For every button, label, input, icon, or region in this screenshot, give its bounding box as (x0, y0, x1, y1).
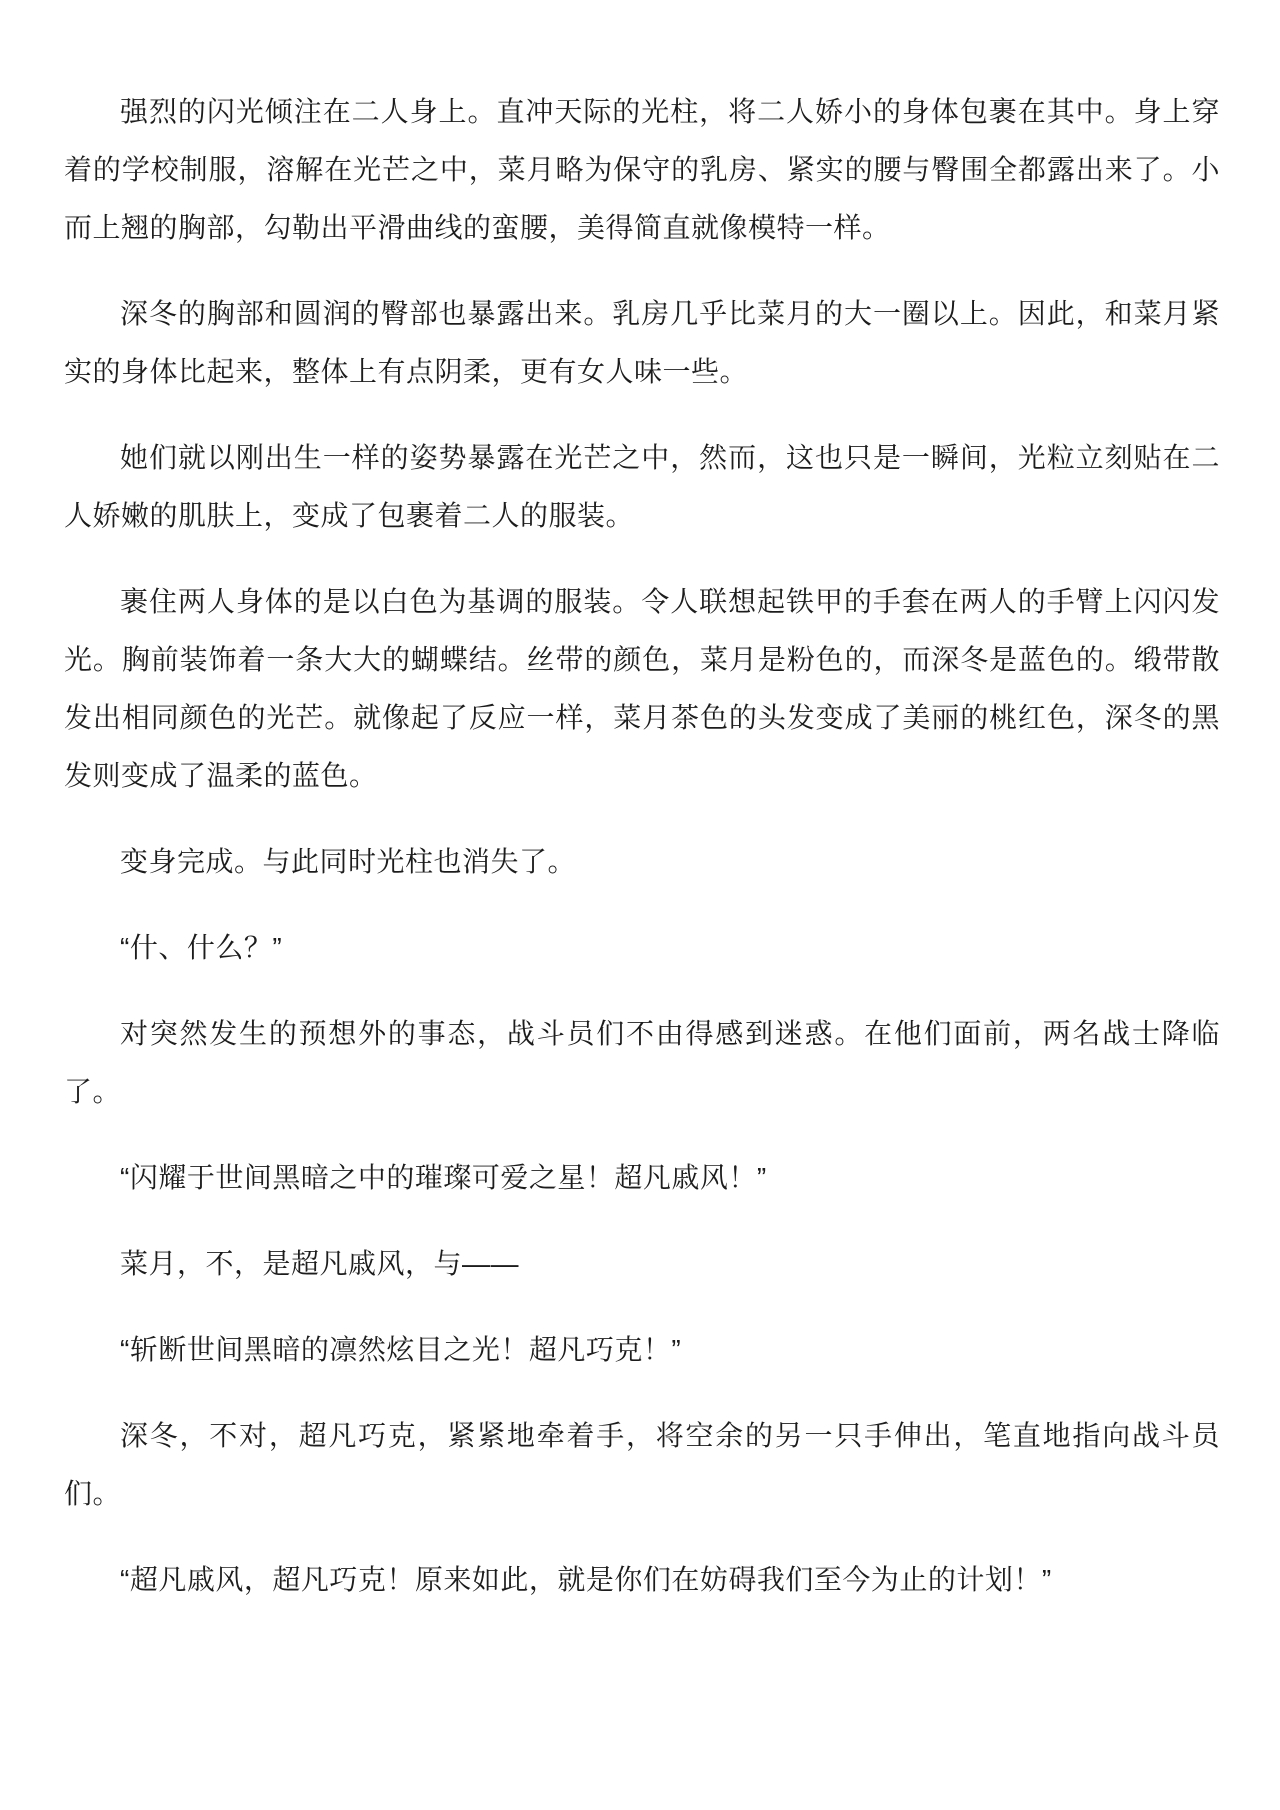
paragraph-narration-7: 菜月，不，是超凡戚风，与—— (120, 1248, 520, 1279)
paragraph-narration-2: 深冬的胸部和圆润的臀部也暴露出来。乳房几乎比菜月的大一圈以上。因此，和菜月紧实的身体比起来，整体上有点阴柔，更有女人味一些。 (64, 298, 1220, 387)
paragraph-dialogue-4: “超凡戚风，超凡巧克！原来如此，就是你们在妨碍我们至今为止的计划！” (120, 1564, 1052, 1595)
paragraph-narration-5: 变身完成。与此同时光柱也消失了。 (120, 846, 577, 877)
paragraph-narration-6: 对突然发生的预想外的事态，战斗员们不由得感到迷惑。在他们面前，两名战士降临了。 (64, 1018, 1220, 1107)
paragraph-narration-1: 强烈的闪光倾注在二人身上。直冲天际的光柱，将二人娇小的身体包裹在其中。身上穿着的学校制服，溶解在光芒之中，菜月略为保守的乳房、紧实的腰与臀围全都露出来了。小而上翘的胸部，勾勒出平滑曲线的蛮腰，美得简直就像模特一样。 (64, 96, 1220, 243)
paragraph-dialogue-2: “闪耀于世间黑暗之中的璀璨可爱之星！超凡戚风！” (120, 1162, 767, 1193)
paragraph-narration-3: 她们就以刚出生一样的姿势暴露在光芒之中，然而，这也只是一瞬间，光粒立刻贴在二人娇嫩的肌肤上，变成了包裹着二人的服装。 (64, 442, 1220, 531)
paragraph-dialogue-3: “斩断世间黑暗的凛然炫目之光！超凡巧克！” (120, 1334, 682, 1365)
paragraph-dialogue-1: “什、什么？” (120, 932, 283, 963)
paragraph-narration-4: 裹住两人身体的是以白色为基调的服装。令人联想起铁甲的手套在两人的手臂上闪闪发光。胸前装饰着一条大大的蝴蝶结。丝带的颜色，菜月是粉色的，而深冬是蓝色的。缎带散发出相同颜色的光芒。就像起了反应一样，菜月茶色的头发变成了美丽的桃红色，深冬的黑发则变成了温柔的蓝色。 (64, 586, 1220, 791)
paragraph-narration-8: 深冬，不对，超凡巧克，紧紧地牵着手，将空余的另一只手伸出，笔直地指向战斗员们。 (64, 1420, 1220, 1509)
